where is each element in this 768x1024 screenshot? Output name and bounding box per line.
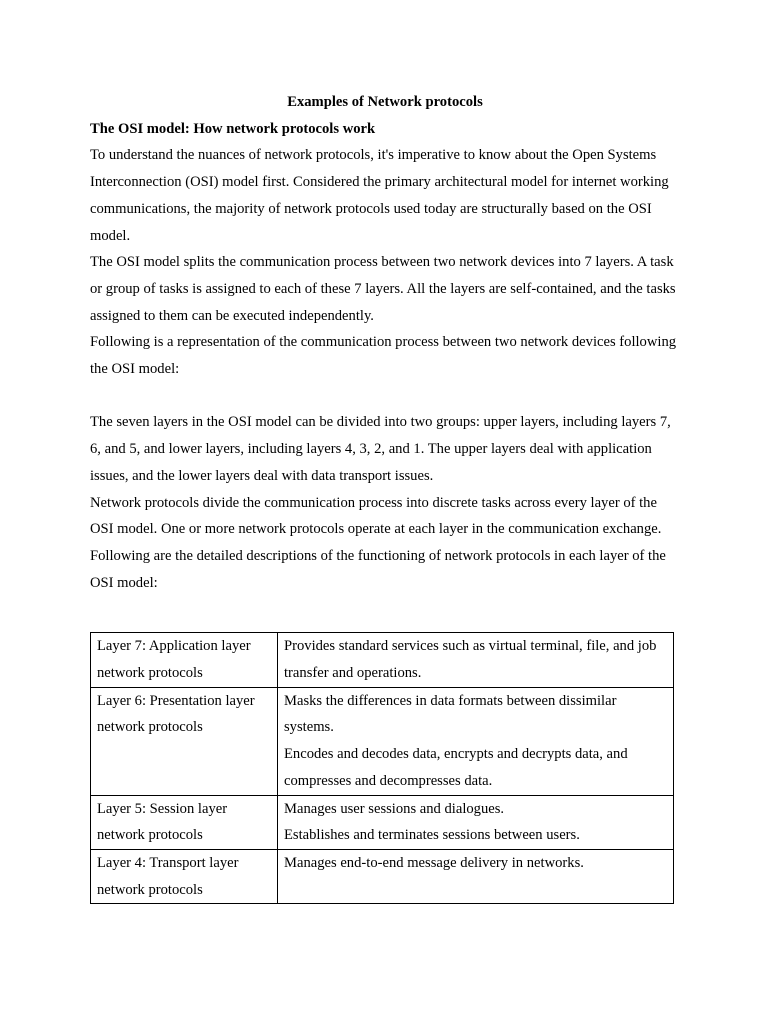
- layer-description: Masks the differences in data formats between dissimilar systems.: [284, 692, 617, 736]
- layer-name-cell: [91, 687, 278, 795]
- paragraph-osi-intro: To understand the nuances of network protocols, it's imperative to know about the Open Systems Interconnection (OSI) model first. Considered the primary architectural model for internet working communications, the majority of network protocols used today are structurally based on the OSI model.: [90, 147, 669, 244]
- document-page: [90, 89, 680, 904]
- table-row: [91, 687, 674, 795]
- layer-name: Layer 5: Session layer network protocols: [97, 800, 228, 844]
- layer-description-cell: [278, 687, 674, 795]
- layer-description: Encodes and decodes data, encrypts and decrypts data, and compresses and decompresses data.: [284, 746, 628, 789]
- layer-description: Establishes and terminates sessions between users.: [284, 827, 580, 844]
- layer-name: Layer 7: Application layer network protocols: [97, 638, 251, 682]
- table-row: [91, 795, 674, 849]
- layer-description: Manages user sessions and dialogues.: [284, 800, 505, 817]
- layer-name-cell: [91, 633, 278, 687]
- table-row: [91, 849, 674, 903]
- blank-gap: [90, 596, 680, 632]
- paragraph-detailed-descriptions: Following are the detailed descriptions of the functioning of network protocols in each layer of the OSI model:: [90, 547, 666, 591]
- layer-description: Manages end-to-end message delivery in networks.: [284, 854, 584, 871]
- section-heading: The OSI model: How network protocols work: [90, 120, 376, 137]
- layer-name: Layer 4: Transport layer network protocols: [97, 854, 239, 898]
- paragraph-osi-layers: The OSI model splits the communication process between two network devices into 7 layers. A task or group of tasks is assigned to each of these 7 layers. All the layers are self-contained, and the tasks assigned to them can be executed independently.: [90, 254, 676, 324]
- paragraph-seven-layers: The seven layers in the OSI model can be divided into two groups: upper layers, including layers 7, 6, and 5, and lower layers, including layers 4, 3, 2, and 1. The upper layers deal with application issues, and the lower layers deal with data transport issues.: [90, 414, 671, 484]
- layer-name-cell: [91, 795, 278, 849]
- layer-description: Provides standard services such as virtual terminal, file, and job transfer and operations.: [284, 638, 657, 682]
- document-title: Examples of Network protocols: [287, 94, 483, 110]
- osi-layers-table: [90, 632, 674, 904]
- paragraph-representation: Following is a representation of the communication process between two network devices following the OSI model:: [90, 334, 677, 378]
- layer-description-cell: [278, 795, 674, 849]
- layer-description-cell: [278, 633, 674, 687]
- paragraph-discrete-tasks: Network protocols divide the communication process into discrete tasks across every layer of the OSI model. One or more network protocols operate at each layer in the communication exchange.: [90, 494, 662, 538]
- layer-name: Layer 6: Presentation layer network protocols: [97, 692, 255, 736]
- table-row: [91, 633, 674, 687]
- layer-description-cell: [278, 849, 674, 903]
- layer-name-cell: [91, 849, 278, 903]
- blank-line: [90, 383, 680, 410]
